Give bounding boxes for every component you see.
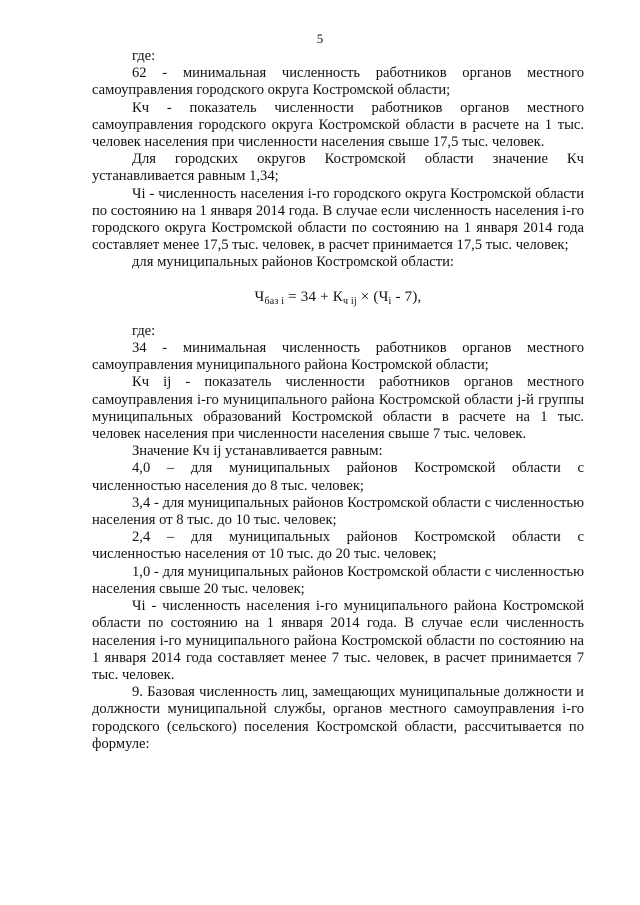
formula-op1: = 34 + К [284, 288, 343, 305]
paragraph-kch-value: Для городских округов Костромской области значение Кч устанавливается равным 1,34; [92, 151, 584, 185]
paragraph-chi-district-definition: Чi - численность населения i-го муниципального района Костромской области по состоянию на 1 января 2014 года. В случае если численность населения i-го муниципального района Костромской области по состоянию на 1 января 2014 года составляет менее 7 тыс. человек, в расчет принимается 7 тыс. человек. [92, 598, 584, 683]
formula-base-count [92, 289, 584, 306]
paragraph-where-2: где: [132, 322, 156, 339]
formula-lhs-sub: баз i [264, 295, 285, 307]
formula-op2: × (Ч [356, 288, 389, 305]
paragraph-34-min-count: 34 - минимальная численность работников органов местного самоуправления муниципального района Костромской области; [92, 340, 584, 374]
paragraph-kch-definition: Кч - показатель численности работников органов местного самоуправления городского округа Костромской области в расчете на 1 тыс. человек населения при численности населения свыше 17,5 тыс. человек. [92, 99, 584, 151]
formula-lhs: Ч [254, 288, 265, 305]
document-body [92, 48, 584, 753]
paragraph-where-1: где: [132, 48, 156, 64]
page-number: 5 [316, 31, 324, 46]
paragraph-chi-definition: Чi - численность населения i-го городского округа Костромской области по состоянию на 1 января 2014 года. В случае если численность населения i-го городского округа Костромской области по состоянию на 1 января 2014 года составляет менее 17,5 тыс. человек, в расчет принимается 17,5 тыс. человек; [92, 185, 584, 254]
paragraph-62-min-count: 62 - минимальная численность работников органов местного самоуправления городского округа Костромской области; [92, 65, 584, 99]
paragraph-item-9: 9. Базовая численность лиц, замещающих муниципальные должности и должности муниципальной службы, органов местного самоуправления i-го городского (сельского) поселения Костромской области, рассчитывается по формуле: [92, 684, 584, 752]
paragraph-value-2-4: 2,4 – для муниципальных районов Костромской области с численностью населения от 10 тыс. до 20 тыс. человек; [92, 529, 584, 563]
formula-k-sub: ч ij [342, 295, 357, 307]
paragraph-kchij-definition: Кч ij - показатель численности работников органов местного самоуправления i-го муниципального района Костромской области j-й группы муниципальных образований Костромской области в расчете на 1 тыс. человек населения при численности населения свыше 7 тыс. человек. [92, 374, 584, 443]
formula-ch-sub: i [388, 295, 392, 307]
formula-tail: - 7), [391, 288, 422, 305]
paragraph-kchij-values-intro: Значение Кч ij устанавливается равным: [132, 443, 383, 460]
paragraph-value-4-0: 4,0 – для муниципальных районов Костромской области с численностью населения до 8 тыс. человек; [92, 460, 584, 494]
paragraph-districts-intro: для муниципальных районов Костромской области: [132, 254, 454, 271]
paragraph-value-1-0: 1,0 - для муниципальных районов Костромской области с численностью населения свыше 20 тыс. человек; [92, 563, 584, 597]
paragraph-value-3-4: 3,4 - для муниципальных районов Костромской области с численностью населения от 8 тыс. до 10 тыс. человек; [92, 494, 584, 529]
